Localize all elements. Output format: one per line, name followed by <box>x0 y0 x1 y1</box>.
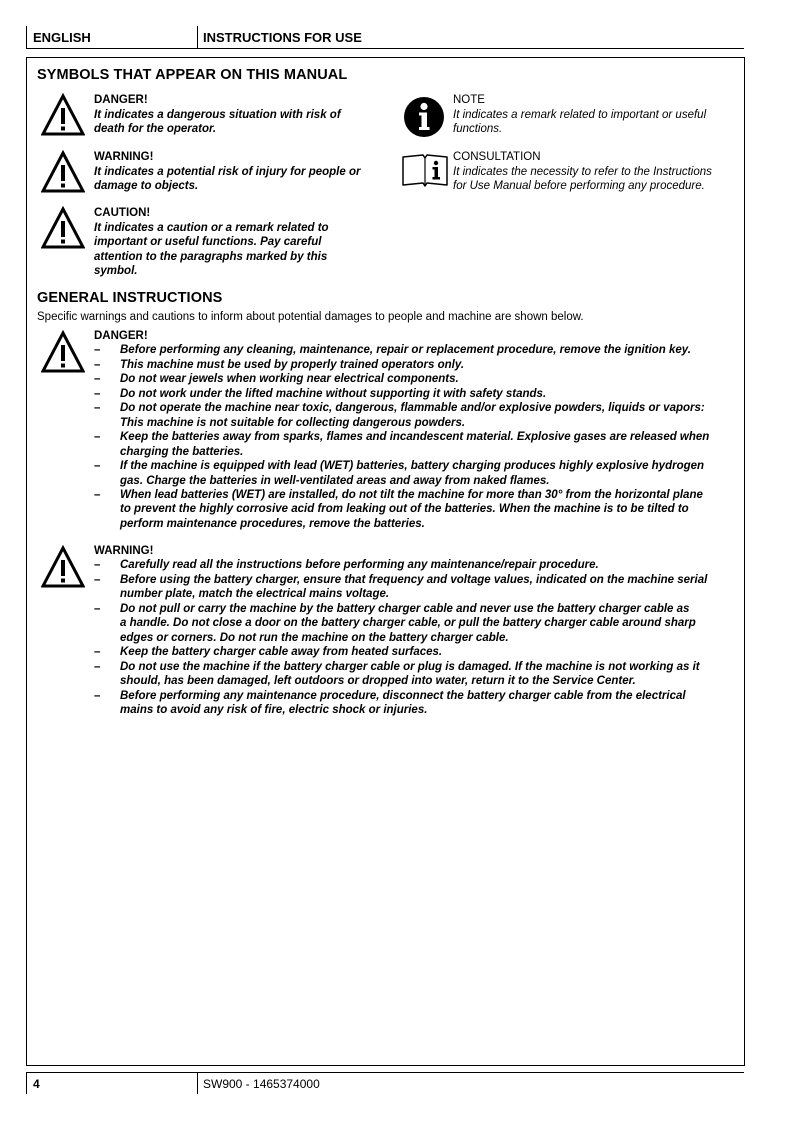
warning-instructions <box>94 544 740 717</box>
list-dash: – <box>94 646 101 659</box>
symbol-danger-line: death for the operator. <box>94 123 217 135</box>
list-dash: – <box>94 431 101 444</box>
list-dash: – <box>94 602 101 615</box>
list-line: Before performing any maintenance procedure, disconnect the battery charger cable from the electrical <box>120 689 686 702</box>
list-dash: – <box>94 689 101 702</box>
symbol-consultation-title: CONSULTATION <box>453 151 541 163</box>
symbol-caution <box>94 206 394 279</box>
footer-left-separator <box>26 1072 27 1094</box>
list-item <box>94 387 740 401</box>
symbol-warning <box>94 150 394 194</box>
list-line: a handle. Do not close a door on the battery charger cable, or pull the battery charger cable around sharp <box>120 617 696 630</box>
general-section-title: GENERAL INSTRUCTIONS <box>37 290 223 306</box>
list-line: perform maintenance procedures, remove the batteries. <box>120 517 425 530</box>
warning-list <box>94 558 740 717</box>
list-item <box>94 459 740 488</box>
list-dash: – <box>94 344 101 357</box>
symbol-danger-line: It indicates a dangerous situation with risk of <box>94 108 341 121</box>
list-item <box>94 558 740 572</box>
symbol-caution-line: attention to the paragraphs marked by this <box>94 250 328 263</box>
footer-mid-separator <box>197 1072 198 1094</box>
header-mid-separator <box>197 26 198 48</box>
list-dash: – <box>94 373 101 386</box>
symbol-caution-line: It indicates a caution or a remark related to <box>94 221 329 234</box>
symbol-consultation <box>453 150 738 194</box>
header-title: INSTRUCTIONS FOR USE <box>203 30 362 45</box>
list-item <box>94 343 740 357</box>
list-item <box>94 602 740 645</box>
symbol-warning-title: WARNING! <box>94 151 154 163</box>
list-line: Do not work under the lifted machine without supporting it with safety stands. <box>120 387 547 400</box>
list-item <box>94 645 740 659</box>
list-dash: – <box>94 460 101 473</box>
info-circle-icon <box>403 96 445 138</box>
list-line: Before using the battery charger, ensure that frequency and voltage values, indicated on the machine serial <box>120 573 708 586</box>
list-dash: – <box>94 559 101 572</box>
warning-list-title: WARNING! <box>94 545 154 557</box>
symbol-consultation-line: It indicates the necessity to refer to the Instructions <box>453 165 712 178</box>
symbol-danger <box>94 93 394 137</box>
symbol-note-line: It indicates a remark related to important or useful <box>453 108 707 121</box>
list-item <box>94 430 740 459</box>
list-line: When lead batteries (WET) are installed, do not tilt the machine for more than 30° from the horizontal plane <box>120 488 703 501</box>
caution-triangle-icon <box>41 206 85 250</box>
danger-triangle-icon <box>41 330 85 374</box>
footer-rule <box>26 1072 744 1073</box>
list-item <box>94 488 740 531</box>
symbol-note-line: functions. <box>453 123 503 135</box>
list-item <box>94 358 740 372</box>
list-line: Keep the batteries away from sparks, flames and incandescent material. Explosive gases are released when <box>120 431 710 444</box>
general-intro: Specific warnings and cautions to inform about potential damages to people and machine are shown below. <box>37 311 584 323</box>
list-dash: – <box>94 402 101 415</box>
warning-triangle-icon <box>41 150 85 194</box>
list-line: Do not operate the machine near toxic, dangerous, flammable and/or explosive powders, liquids or vapors: <box>120 402 705 415</box>
danger-list-title: DANGER! <box>94 330 148 342</box>
list-line: Do not pull or carry the machine by the battery charger cable and never use the battery charger cable as <box>120 602 690 615</box>
list-line: gas. Charge the batteries in well-ventilated areas and away from naked flames. <box>120 474 550 487</box>
symbol-note-title: NOTE <box>453 94 485 106</box>
list-line: edges or corners. Do not run the machine on the battery charger cable. <box>120 631 509 644</box>
list-item <box>94 689 740 718</box>
list-line: This machine must be used by properly trained operators only. <box>120 358 465 371</box>
symbol-warning-line: damage to objects. <box>94 180 199 192</box>
symbol-note <box>453 93 738 137</box>
list-dash: – <box>94 573 101 586</box>
list-line: should, has been damaged, left outdoors or dropped into water, return it to the Service Center. <box>120 675 636 688</box>
list-line: If the machine is equipped with lead (WET) batteries, battery charging produces highly explosive hydrogen <box>120 460 705 473</box>
list-line: charging the batteries. <box>120 445 244 458</box>
list-item <box>94 573 740 602</box>
warning-triangle-icon <box>41 545 85 589</box>
open-book-info-icon <box>401 151 449 189</box>
symbol-warning-line: It indicates a potential risk of injury for people or <box>94 165 361 178</box>
list-item <box>94 372 740 386</box>
list-line: Keep the battery charger cable away from heated surfaces. <box>120 646 443 659</box>
list-line: mains to avoid any risk of fire, electric shock or injuries. <box>120 703 428 716</box>
list-item <box>94 401 740 430</box>
danger-triangle-icon <box>41 93 85 137</box>
danger-instructions <box>94 329 740 531</box>
symbol-caution-title: CAUTION! <box>94 207 151 219</box>
symbol-consultation-line: for Use Manual before performing any procedure. <box>453 180 705 192</box>
list-dash: – <box>94 387 101 400</box>
list-dash: – <box>94 358 101 371</box>
footer-page-number: 4 <box>33 1077 40 1091</box>
list-line: This machine is not suitable for collecting dangerous powders. <box>120 416 466 429</box>
danger-list <box>94 343 740 531</box>
list-line: to prevent the highly corrosive acid from leaking out of the batteries. When the machine is to be tilted to <box>120 503 689 516</box>
symbol-caution-line: symbol. <box>94 265 138 277</box>
header-language: ENGLISH <box>33 30 91 45</box>
list-line: Before performing any cleaning, maintenance, repair or replacement procedure, remove the ignition key. <box>120 344 691 357</box>
list-line: Do not wear jewels when working near electrical components. <box>120 373 459 386</box>
list-line: Carefully read all the instructions before performing any maintenance/repair procedure. <box>120 559 599 572</box>
symbols-section-title: SYMBOLS THAT APPEAR ON THIS MANUAL <box>37 67 348 83</box>
header-left-separator <box>26 26 27 48</box>
symbol-danger-title: DANGER! <box>94 94 148 106</box>
list-dash: – <box>94 488 101 501</box>
list-line: number plate, match the electrical mains voltage. <box>120 588 390 601</box>
list-line: Do not use the machine if the battery charger cable or plug is damaged. If the machine is not working as it <box>120 660 700 673</box>
list-item <box>94 660 740 689</box>
list-dash: – <box>94 660 101 673</box>
header-rule <box>26 48 744 49</box>
symbol-caution-line: important or useful functions. Pay careful <box>94 236 322 248</box>
footer-model: SW900 - 1465374000 <box>203 1077 320 1091</box>
